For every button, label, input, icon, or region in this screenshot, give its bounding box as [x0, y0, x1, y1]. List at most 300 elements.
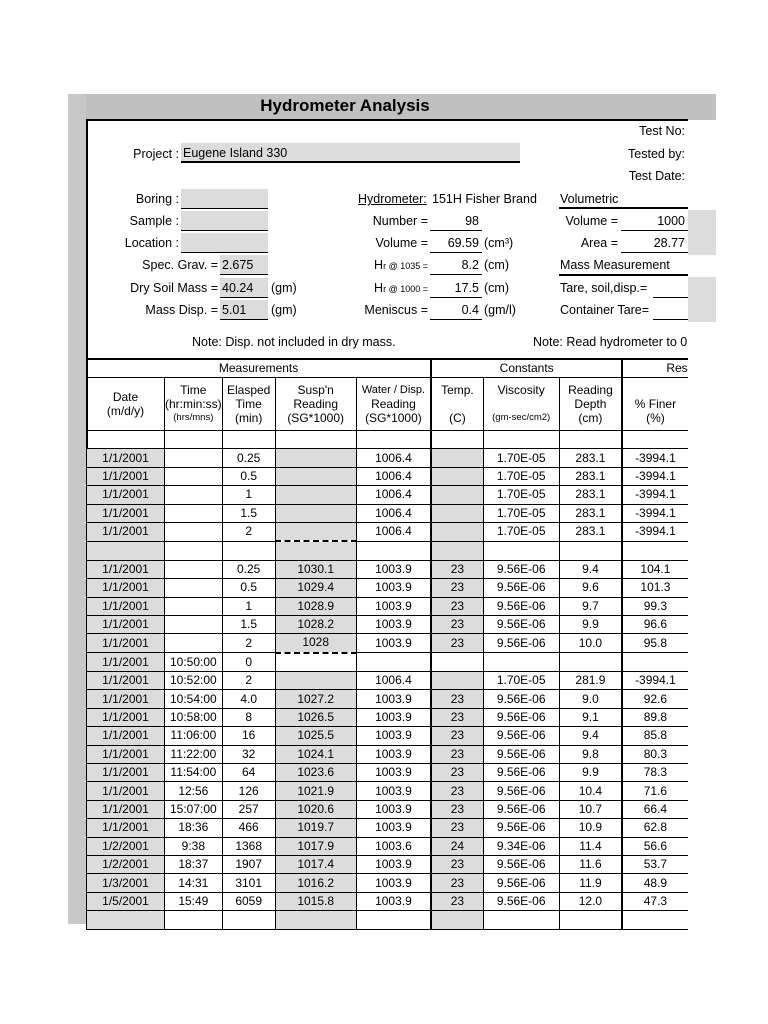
table-cell[interactable] — [431, 911, 483, 929]
table-cell[interactable]: 1028.9 — [275, 597, 356, 615]
table-cell[interactable] — [275, 522, 356, 541]
table-cell[interactable]: 1/1/2001 — [87, 615, 165, 633]
table-cell[interactable]: -3994.1 — [622, 486, 688, 504]
table-cell[interactable]: 1/1/2001 — [87, 634, 165, 653]
table-cell[interactable]: 1/1/2001 — [87, 727, 165, 745]
table-row — [87, 745, 689, 763]
table-cell[interactable]: 283.1 — [559, 504, 622, 522]
table-cell[interactable]: 1 — [222, 486, 275, 504]
table-cell[interactable] — [165, 597, 223, 615]
table-cell[interactable]: 1019.7 — [275, 819, 356, 837]
table-cell[interactable] — [431, 672, 483, 690]
column-header-cell — [165, 378, 223, 431]
table-cell[interactable]: 1028 — [275, 634, 356, 653]
table-cell[interactable]: 23 — [431, 874, 483, 892]
area-field[interactable]: 28.77 — [621, 233, 688, 253]
table-cell[interactable] — [431, 541, 483, 560]
table-cell[interactable]: 1029.4 — [275, 579, 356, 597]
table-cell[interactable]: 1003.9 — [356, 800, 431, 818]
table-cell[interactable]: 9.56E-06 — [483, 764, 559, 782]
table-cell[interactable]: 9.56E-06 — [483, 597, 559, 615]
table-cell[interactable]: 1/1/2001 — [87, 782, 165, 800]
table-cell[interactable]: 23 — [431, 727, 483, 745]
table-cell[interactable] — [275, 672, 356, 690]
table-cell[interactable]: 0.25 — [222, 449, 275, 467]
table-cell[interactable]: 9.56E-06 — [483, 579, 559, 597]
column-header-cell — [559, 378, 622, 431]
column-header-cell — [87, 378, 165, 431]
table-cell[interactable]: 2 — [222, 522, 275, 541]
table-cell[interactable]: 1.70E-05 — [483, 449, 559, 467]
table-row — [87, 634, 689, 653]
table-cell[interactable]: 9.8 — [559, 745, 622, 763]
table-cell[interactable]: 18:37 — [165, 855, 223, 873]
table-cell[interactable]: 1003.9 — [356, 782, 431, 800]
table-cell[interactable]: 0 — [222, 653, 275, 672]
table-cell[interactable]: 1/1/2001 — [87, 764, 165, 782]
table-cell[interactable]: 1/2/2001 — [87, 837, 165, 855]
table-cell[interactable] — [275, 449, 356, 467]
table-cell[interactable]: 9.9 — [559, 615, 622, 633]
table-cell[interactable] — [165, 541, 223, 560]
table-cell[interactable]: 9.56E-06 — [483, 819, 559, 837]
table-cell[interactable] — [87, 541, 165, 560]
table-cell[interactable]: 12.0 — [559, 892, 622, 910]
table-cell[interactable] — [165, 634, 223, 653]
table-row — [87, 911, 689, 929]
boring-field[interactable] — [181, 189, 268, 209]
table-cell[interactable]: 10.9 — [559, 819, 622, 837]
table-cell[interactable]: 1020.6 — [275, 800, 356, 818]
table-cell[interactable]: 1/1/2001 — [87, 672, 165, 690]
table-cell[interactable]: 23 — [431, 634, 483, 653]
table-cell[interactable]: 1006.4 — [356, 504, 431, 522]
table-row — [87, 597, 689, 615]
table-cell[interactable]: 1003.9 — [356, 615, 431, 633]
table-cell[interactable] — [431, 449, 483, 467]
table-cell[interactable]: -3994.1 — [622, 504, 688, 522]
table-cell[interactable] — [275, 431, 356, 449]
table-cell[interactable]: 1 — [222, 597, 275, 615]
table-cell[interactable]: 1003.9 — [356, 560, 431, 578]
table-cell[interactable]: 1.70E-05 — [483, 522, 559, 541]
table-cell[interactable] — [622, 653, 688, 672]
table-cell[interactable]: 9.56E-06 — [483, 745, 559, 763]
table-cell[interactable]: 1028.2 — [275, 615, 356, 633]
column-header-line: (min) — [235, 411, 263, 425]
table-cell[interactable]: 1003.9 — [356, 764, 431, 782]
table-cell[interactable]: 1006.4 — [356, 672, 431, 690]
table-cell[interactable]: 1025.5 — [275, 727, 356, 745]
column-header-line: Water / Disp. — [361, 384, 425, 396]
table-cell[interactable]: 1003.6 — [356, 837, 431, 855]
table-cell[interactable]: -3994.1 — [622, 449, 688, 467]
table-cell[interactable]: 6059 — [222, 892, 275, 910]
table-row — [87, 708, 689, 726]
table-cell[interactable] — [356, 653, 431, 672]
table-cell[interactable]: 56.6 — [622, 837, 688, 855]
table-row — [87, 522, 689, 541]
table-cell[interactable]: 80.3 — [622, 745, 688, 763]
table-cell[interactable] — [165, 579, 223, 597]
table-cell[interactable]: 283.1 — [559, 449, 622, 467]
table-cell[interactable]: 1/1/2001 — [87, 819, 165, 837]
table-row — [87, 892, 689, 910]
table-cell[interactable] — [165, 615, 223, 633]
table-cell[interactable] — [165, 486, 223, 504]
table-cell[interactable]: 11.6 — [559, 855, 622, 873]
table-cell[interactable]: 281.9 — [559, 672, 622, 690]
table-cell[interactable]: 9.56E-06 — [483, 800, 559, 818]
table-cell[interactable]: 23 — [431, 745, 483, 763]
table-cell[interactable]: 9.56E-06 — [483, 690, 559, 708]
table-cell[interactable] — [275, 541, 356, 560]
table-row — [87, 653, 689, 672]
table-cell[interactable]: 1006.4 — [356, 522, 431, 541]
table-cell[interactable]: 1021.9 — [275, 782, 356, 800]
table-cell[interactable]: 1016.2 — [275, 874, 356, 892]
table-cell[interactable]: 23 — [431, 764, 483, 782]
table-cell[interactable] — [165, 431, 223, 449]
table-cell[interactable] — [356, 541, 431, 560]
table-row — [87, 874, 689, 892]
table-cell[interactable] — [275, 486, 356, 504]
table-cell[interactable] — [275, 504, 356, 522]
table-cell[interactable]: 1/3/2001 — [87, 874, 165, 892]
table-cell[interactable]: 1/2/2001 — [87, 855, 165, 873]
table-cell[interactable]: 8 — [222, 708, 275, 726]
table-cell[interactable]: 9.56E-06 — [483, 708, 559, 726]
table-cell[interactable]: 1023.6 — [275, 764, 356, 782]
table-cell[interactable]: 1.70E-05 — [483, 504, 559, 522]
table-cell[interactable]: 11:22:00 — [165, 745, 223, 763]
hydrometer-volume-field[interactable]: 69.59 — [430, 233, 482, 253]
table-cell[interactable]: 1003.9 — [356, 874, 431, 892]
column-header-cell — [483, 378, 559, 431]
table-cell[interactable] — [431, 431, 483, 449]
volumetric-underline — [559, 207, 688, 209]
table-row — [87, 819, 689, 837]
table-cell[interactable]: 1015.8 — [275, 892, 356, 910]
group-header-cell: Constants — [431, 359, 622, 378]
table-cell[interactable]: 9.6 — [559, 579, 622, 597]
table-row — [87, 541, 689, 560]
table-cell[interactable]: 1017.4 — [275, 855, 356, 873]
table-cell[interactable]: 23 — [431, 855, 483, 873]
table-cell[interactable]: 9.56E-06 — [483, 727, 559, 745]
table-cell[interactable]: 9.56E-06 — [483, 560, 559, 578]
table-cell[interactable]: 89.8 — [622, 708, 688, 726]
table-cell[interactable] — [559, 541, 622, 560]
table-cell[interactable]: 16 — [222, 727, 275, 745]
table-cell[interactable]: 1/1/2001 — [87, 467, 165, 485]
hydrometer-number-field[interactable]: 98 — [430, 211, 482, 231]
table-cell[interactable]: 78.3 — [622, 764, 688, 782]
table-cell[interactable]: 1027.2 — [275, 690, 356, 708]
table-cell[interactable] — [87, 911, 165, 929]
column-header-line: (m/d/y) — [106, 404, 145, 418]
table-cell[interactable]: 9.56E-06 — [483, 892, 559, 910]
table-cell[interactable]: 1006.4 — [356, 449, 431, 467]
table-cell[interactable]: 466 — [222, 819, 275, 837]
table-cell[interactable]: 23 — [431, 819, 483, 837]
table-cell[interactable]: 1003.9 — [356, 690, 431, 708]
table-cell[interactable]: 9.56E-06 — [483, 874, 559, 892]
meniscus-field[interactable]: 0.4 — [430, 300, 482, 320]
table-cell[interactable]: 1026.5 — [275, 708, 356, 726]
table-cell[interactable]: 1/1/2001 — [87, 745, 165, 763]
table-cell[interactable]: 96.6 — [622, 615, 688, 633]
table-cell[interactable]: 283.1 — [559, 467, 622, 485]
table-cell[interactable] — [165, 522, 223, 541]
table-cell[interactable]: 15:49 — [165, 892, 223, 910]
table-cell[interactable]: 0.5 — [222, 467, 275, 485]
table-cell[interactable]: 101.3 — [622, 579, 688, 597]
table-cell[interactable]: 9.1 — [559, 708, 622, 726]
tested-by-label: Tested by: — [628, 147, 685, 161]
volumetric-volume-field[interactable]: 1000 — [621, 211, 688, 231]
hr-1035-field[interactable]: 8.2 — [430, 255, 482, 275]
column-header-line: (hr:min:ss) — [165, 397, 222, 411]
table-cell[interactable]: 48.9 — [622, 874, 688, 892]
table-cell[interactable]: 10.4 — [559, 782, 622, 800]
spec-grav-label: Spec. Grav. = — [142, 258, 218, 272]
table-cell[interactable] — [431, 486, 483, 504]
table-cell[interactable]: 1/1/2001 — [87, 690, 165, 708]
table-cell[interactable] — [483, 431, 559, 449]
table-cell[interactable]: 15:07:00 — [165, 800, 223, 818]
table-cell[interactable]: 1/1/2001 — [87, 504, 165, 522]
table-cell[interactable]: 0.5 — [222, 579, 275, 597]
table-cell[interactable]: 23 — [431, 892, 483, 910]
table-cell[interactable]: 9.0 — [559, 690, 622, 708]
table-cell[interactable]: 2 — [222, 634, 275, 653]
table-cell[interactable]: 1/1/2001 — [87, 560, 165, 578]
table-cell[interactable] — [222, 911, 275, 929]
table-cell[interactable]: 62.8 — [622, 819, 688, 837]
table-cell[interactable] — [356, 431, 431, 449]
table-cell[interactable] — [165, 504, 223, 522]
table-cell[interactable]: 1003.9 — [356, 579, 431, 597]
table-cell[interactable]: 66.4 — [622, 800, 688, 818]
table-cell[interactable]: 9:38 — [165, 837, 223, 855]
hydrometer-data-table — [86, 358, 689, 930]
table-cell[interactable]: 1003.9 — [356, 727, 431, 745]
table-cell[interactable]: 1030.1 — [275, 560, 356, 578]
table-cell[interactable] — [559, 653, 622, 672]
container-tare-field[interactable] — [653, 300, 688, 320]
table-cell[interactable] — [622, 911, 688, 929]
sample-field[interactable] — [181, 211, 268, 231]
table-cell[interactable]: -3994.1 — [622, 672, 688, 690]
table-cell[interactable] — [275, 653, 356, 672]
table-cell[interactable]: 1003.9 — [356, 745, 431, 763]
table-cell[interactable]: 95.8 — [622, 634, 688, 653]
table-row — [87, 800, 689, 818]
dry-soil-mass-field[interactable]: 40.24 — [220, 278, 268, 298]
table-cell[interactable]: 104.1 — [622, 560, 688, 578]
table-cell[interactable]: 23 — [431, 579, 483, 597]
table-cell[interactable] — [222, 431, 275, 449]
table-cell[interactable] — [559, 431, 622, 449]
table-cell[interactable] — [622, 431, 688, 449]
table-cell[interactable]: 0.25 — [222, 560, 275, 578]
table-cell[interactable]: 11.9 — [559, 874, 622, 892]
table-cell[interactable]: 10:54:00 — [165, 690, 223, 708]
table-cell[interactable] — [559, 911, 622, 929]
table-cell[interactable]: 1.5 — [222, 504, 275, 522]
table-cell[interactable] — [483, 541, 559, 560]
table-cell[interactable]: 53.7 — [622, 855, 688, 873]
table-cell[interactable] — [483, 653, 559, 672]
table-cell[interactable]: 1003.9 — [356, 634, 431, 653]
table-cell[interactable]: 23 — [431, 782, 483, 800]
table-cell[interactable]: 12:56 — [165, 782, 223, 800]
column-header-line: (SG*1000) — [287, 411, 345, 425]
hr-1035-label — [330, 258, 428, 272]
table-cell[interactable] — [165, 911, 223, 929]
volumetric-gray-edge — [688, 210, 716, 255]
table-cell[interactable] — [222, 541, 275, 560]
table-cell[interactable] — [165, 449, 223, 467]
table-cell[interactable]: 23 — [431, 690, 483, 708]
table-cell[interactable] — [87, 431, 165, 449]
table-cell[interactable]: 1003.9 — [356, 708, 431, 726]
table-row — [87, 579, 689, 597]
table-cell[interactable]: 1.70E-05 — [483, 672, 559, 690]
hr-1035-label-main: H — [374, 258, 384, 272]
table-row — [87, 449, 689, 467]
table-cell[interactable]: 9.4 — [559, 727, 622, 745]
table-cell[interactable] — [275, 467, 356, 485]
table-cell[interactable]: 10:50:00 — [165, 653, 223, 672]
table-cell[interactable]: 9.56E-06 — [483, 615, 559, 633]
meniscus-unit: (gm/l) — [484, 303, 516, 317]
table-cell[interactable]: 23 — [431, 597, 483, 615]
table-cell[interactable]: 1.5 — [222, 615, 275, 633]
column-header-line: Elasped — [226, 383, 271, 397]
table-cell[interactable]: 18:36 — [165, 819, 223, 837]
table-cell[interactable]: 1003.9 — [356, 892, 431, 910]
table-cell[interactable]: 92.6 — [622, 690, 688, 708]
table-cell[interactable]: 126 — [222, 782, 275, 800]
table-cell[interactable]: 24 — [431, 837, 483, 855]
column-header-line: Depth — [574, 397, 607, 411]
table-cell[interactable]: 1/1/2001 — [87, 653, 165, 672]
mass-disp-field[interactable]: 5.01 — [220, 300, 268, 320]
table-cell[interactable]: 1003.9 — [356, 819, 431, 837]
table-cell[interactable]: 9.4 — [559, 560, 622, 578]
table-cell[interactable]: 1003.9 — [356, 597, 431, 615]
table-cell[interactable]: 32 — [222, 745, 275, 763]
location-field[interactable] — [181, 233, 268, 253]
table-cell[interactable]: 9.56E-06 — [483, 782, 559, 800]
table-cell[interactable]: 4.0 — [222, 690, 275, 708]
table-cell[interactable]: 1.70E-05 — [483, 486, 559, 504]
table-cell[interactable]: 283.1 — [559, 522, 622, 541]
table-cell[interactable]: 1/5/2001 — [87, 892, 165, 910]
table-cell[interactable]: -3994.1 — [622, 467, 688, 485]
table-cell[interactable] — [622, 541, 688, 560]
table-cell[interactable]: 99.3 — [622, 597, 688, 615]
table-cell[interactable]: -3994.1 — [622, 522, 688, 541]
table-cell[interactable]: 9.56E-06 — [483, 855, 559, 873]
spec-grav-field[interactable]: 2.675 — [220, 255, 268, 275]
table-cell[interactable]: 1/1/2001 — [87, 800, 165, 818]
table-cell[interactable] — [356, 911, 431, 929]
hr-1000-field[interactable]: 17.5 — [430, 278, 482, 298]
table-cell[interactable]: 2 — [222, 672, 275, 690]
table-cell[interactable]: 257 — [222, 800, 275, 818]
container-tare-label: Container Tare= — [560, 303, 650, 317]
table-cell[interactable]: 85.8 — [622, 727, 688, 745]
table-cell[interactable]: 10:58:00 — [165, 708, 223, 726]
table-cell[interactable] — [165, 560, 223, 578]
table-cell[interactable]: 1/1/2001 — [87, 486, 165, 504]
table-cell[interactable]: 1006.4 — [356, 467, 431, 485]
table-cell[interactable]: 1006.4 — [356, 486, 431, 504]
table-cell[interactable] — [165, 467, 223, 485]
table-cell[interactable]: 11.4 — [559, 837, 622, 855]
table-cell[interactable]: 23 — [431, 560, 483, 578]
table-cell[interactable]: 23 — [431, 615, 483, 633]
table-cell[interactable] — [431, 467, 483, 485]
table-cell[interactable] — [483, 911, 559, 929]
hr-1000-unit: (cm) — [484, 281, 509, 295]
hydrometer-volume-label: Volume = — [375, 236, 428, 250]
table-cell[interactable]: 10.7 — [559, 800, 622, 818]
table-cell[interactable] — [275, 911, 356, 929]
hydrometer-volume-unit: (cm³) — [484, 236, 514, 250]
table-cell[interactable]: 283.1 — [559, 486, 622, 504]
table-cell[interactable]: 1/1/2001 — [87, 597, 165, 615]
table-cell[interactable]: 9.56E-06 — [483, 634, 559, 653]
table-cell[interactable]: 10.0 — [559, 634, 622, 653]
table-cell[interactable] — [431, 653, 483, 672]
table-cell[interactable]: 1024.1 — [275, 745, 356, 763]
tare-soil-disp-field[interactable] — [653, 278, 688, 298]
table-cell[interactable]: 10:52:00 — [165, 672, 223, 690]
table-cell[interactable]: 1/1/2001 — [87, 579, 165, 597]
table-cell[interactable]: 11:06:00 — [165, 727, 223, 745]
table-cell[interactable]: 14:31 — [165, 874, 223, 892]
table-cell[interactable]: 1003.9 — [356, 855, 431, 873]
table-cell[interactable] — [431, 522, 483, 541]
column-header-line: (C) — [449, 411, 466, 425]
table-cell[interactable]: 1907 — [222, 855, 275, 873]
table-cell[interactable]: 71.6 — [622, 782, 688, 800]
table-cell[interactable]: 23 — [431, 708, 483, 726]
table-cell[interactable]: 47.3 — [622, 892, 688, 910]
table-cell[interactable]: 1/1/2001 — [87, 522, 165, 541]
table-cell[interactable]: 1.70E-05 — [483, 467, 559, 485]
table-cell[interactable]: 3101 — [222, 874, 275, 892]
table-cell[interactable]: 1017.9 — [275, 837, 356, 855]
hr-1000-label — [330, 281, 428, 295]
table-cell[interactable]: 9.7 — [559, 597, 622, 615]
table-cell[interactable]: 1/1/2001 — [87, 708, 165, 726]
table-cell[interactable]: 11:54:00 — [165, 764, 223, 782]
table-cell[interactable]: 23 — [431, 800, 483, 818]
mass-disp-label: Mass Disp. = — [145, 303, 218, 317]
table-cell[interactable]: 9.9 — [559, 764, 622, 782]
table-cell[interactable]: 1368 — [222, 837, 275, 855]
table-cell[interactable] — [431, 504, 483, 522]
project-field[interactable]: Eugene Island 330 — [181, 143, 520, 163]
table-cell[interactable]: 64 — [222, 764, 275, 782]
table-cell[interactable]: 9.34E-06 — [483, 837, 559, 855]
table-cell[interactable]: 1/1/2001 — [87, 449, 165, 467]
